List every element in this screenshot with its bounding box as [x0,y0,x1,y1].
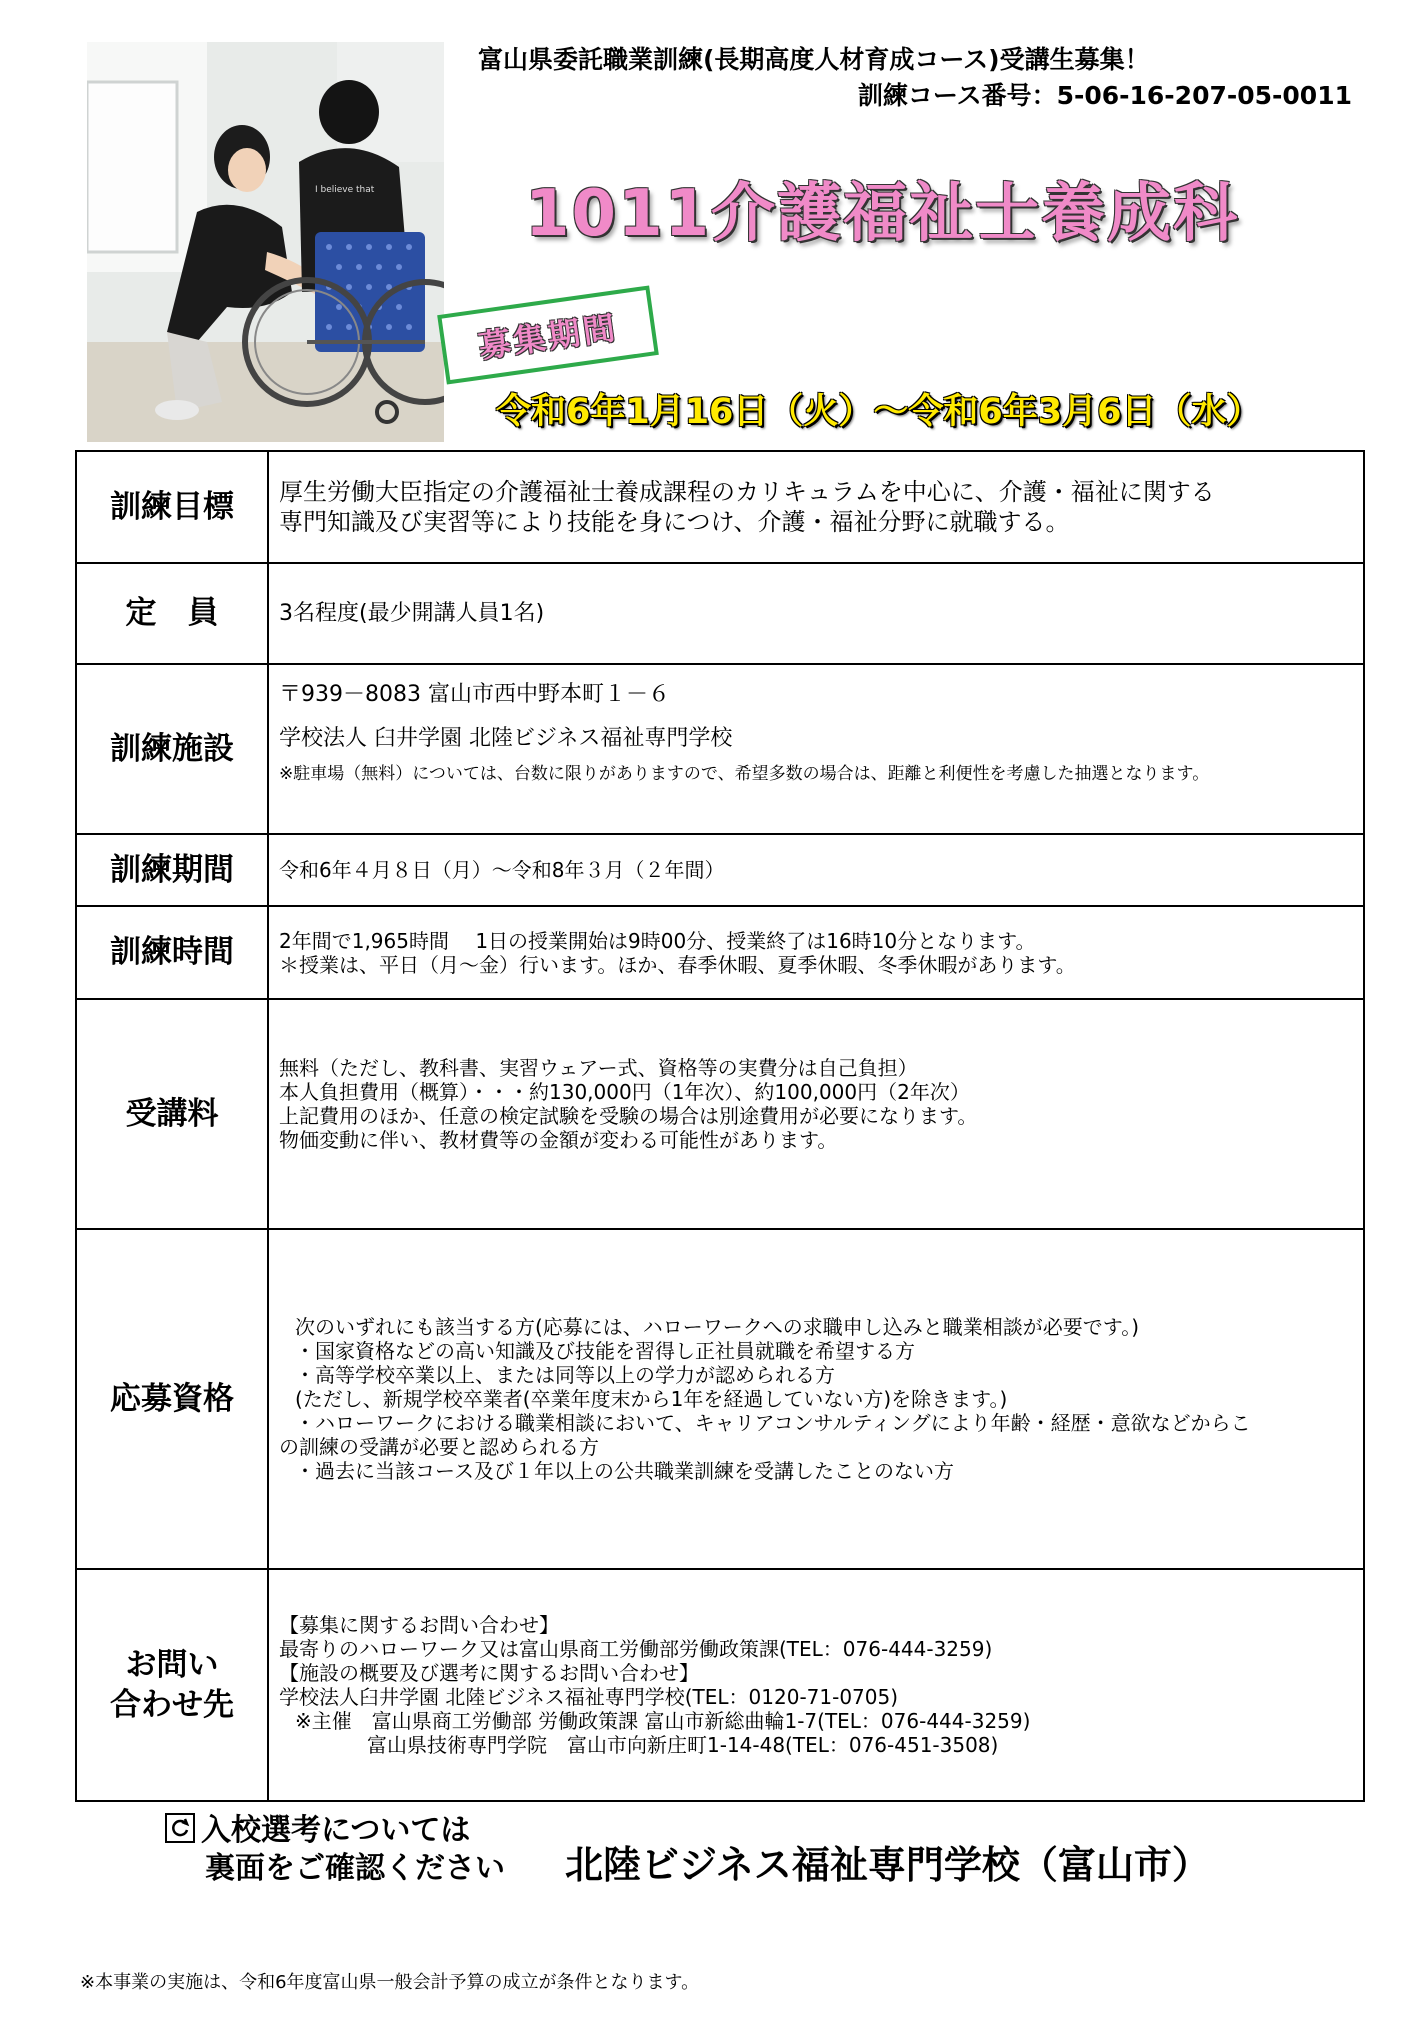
qualification-line: ・国家資格などの高い知識及び技能を習得し正社員就職を希望する方 [295,1339,915,1363]
header-title: 富山県委託職業訓練(長期高度人材育成コース)受講生募集！ [478,45,1150,74]
goal-content [269,452,1363,562]
fee-line: 無料（ただし、教科書、実習ウェアー式、資格等の実費分は自己負担） [279,1056,918,1080]
facility-school: 学校法人 臼井学園 北陸ビジネス福祉専門学校 [279,726,733,751]
qualification-line: 次のいずれにも該当する方(応募には、ハローワークへの求職申し込みと職業相談が必要です。) [295,1315,1140,1339]
fee-content [269,1000,1363,1228]
hours-line: 2年間で1,965時間 1日の授業開始は9時00分、授業終了は16時10分となります。 [279,928,1036,953]
contact-label [77,1570,269,1800]
contact-line: 学校法人臼井学園 北陸ビジネス福祉専門学校(TEL：0120-71-0705) [279,1685,899,1709]
contact-content [269,1570,1363,1800]
row-term [77,835,1363,907]
goal-line: 専門知識及び実習等により技能を身につけ、介護・福祉分野に就職する。 [279,508,1070,536]
qualification-line: の訓練の受講が必要と認められる方 [279,1435,599,1459]
sponsor-line: ※主催 富山県商工労働部 労働政策課 富山市新総曲輪1-7(TEL：076-444-3259) [295,1709,1031,1733]
sponsor-line: 富山県技術専門学院 富山市向新庄町1-14-48(TEL：076-451-3508) [367,1733,999,1757]
contact-line: 【募集に関するお問い合わせ】 [279,1613,559,1637]
facility-label: 訓練施設 [77,665,269,833]
footer-school: 北陸ビジネス福祉専門学校（富山市） [565,1843,1210,1887]
row-fee [77,1000,1363,1230]
qualification-line: (ただし、新規学校卒業者(卒業年度末から1年を経過していない方)を除きます。) [295,1387,1008,1411]
row-capacity [77,564,1363,665]
contact-line: 最寄りのハローワーク又は富山県商工労働部労働政策課(TEL：076-444-3259) [279,1637,993,1661]
contact-line: 【施設の概要及び選考に関するお問い合わせ】 [279,1661,699,1685]
fee-line: 上記費用のほか、任意の検定試験を受験の場合は別途費用が必要になります。 [279,1104,978,1128]
course-title: 1011介護福祉士養成科 [525,177,1240,251]
capacity-label: 定 員 [77,564,269,663]
capacity-text: 3名程度(最少開講人員1名) [279,600,545,626]
hours-label: 訓練時間 [77,907,269,998]
qualification-content [269,1230,1363,1568]
facility-content [269,665,1363,833]
course-number: 訓練コース番号：5-06-16-207-05-0011 [857,81,1352,110]
qualification-line: ・ハローワークにおける職業相談において、キャリアコンサルティングにより年齢・経歴・意欲などからこ [295,1411,1251,1435]
qualification-line: ・過去に当該コース及び１年以上の公共職業訓練を受講したことのない方 [295,1459,954,1483]
hours-line: ＊授業は、平日（月～金）行います。ほか、春季休暇、夏季休暇、冬季休暇があります。 [279,952,1076,977]
info-table [75,450,1365,1802]
refresh-icon [165,1813,195,1843]
goal-label: 訓練目標 [77,452,269,562]
term-label: 訓練期間 [77,835,269,905]
row-contact [77,1570,1363,1800]
facility-note: ※駐車場（無料）については、台数に限りがありますので、希望多数の場合は、距離と利便性を考慮した抽選となります。 [279,764,1210,784]
qualification-line: ・高等学校卒業以上、または同等以上の学力が認められる方 [295,1363,835,1387]
budget-note: ※本事業の実施は、令和6年度富山県一般会計予算の成立が条件となります。 [80,1972,700,1993]
row-goal [77,452,1363,564]
facility-address: 〒939－8083 富山市西中野本町１－６ [279,682,670,707]
shirt-text: I believe that [315,185,375,195]
fee-line: 本人負担費用（概算）・・・約130,000円（1年次）、約100,000円（2年次） [279,1080,970,1104]
selection-note-line: 入校選考については [201,1813,471,1848]
qualification-label: 応募資格 [77,1230,269,1568]
fee-line: 物価変動に伴い、教材費等の金額が変わる可能性があります。 [279,1128,838,1152]
hero-photo [87,42,444,442]
selection-note-line: 裏面をご確認ください [205,1851,505,1886]
goal-line: 厚生労働大臣指定の介護福祉士養成課程のカリキュラムを中心に、介護・福祉に関する [279,478,1215,506]
term-text: 令和6年４月８日（月）～令和8年３月（２年間） [279,858,725,882]
recruit-period: 令和6年1月16日（火）～令和6年3月6日（水） [496,392,1262,432]
term-content [269,835,1363,905]
row-qualification [77,1230,1363,1570]
capacity-content [269,564,1363,663]
contact-label-line: お問い [125,1646,219,1683]
selection-note [165,1812,505,1888]
recruit-period-badge [437,285,659,384]
hours-content [269,907,1363,998]
row-facility [77,665,1363,835]
row-hours [77,907,1363,1000]
fee-label: 受講料 [77,1000,269,1228]
recruit-badge-label: 募集期間 [476,308,621,366]
contact-label-line: 合わせ先 [110,1687,234,1723]
